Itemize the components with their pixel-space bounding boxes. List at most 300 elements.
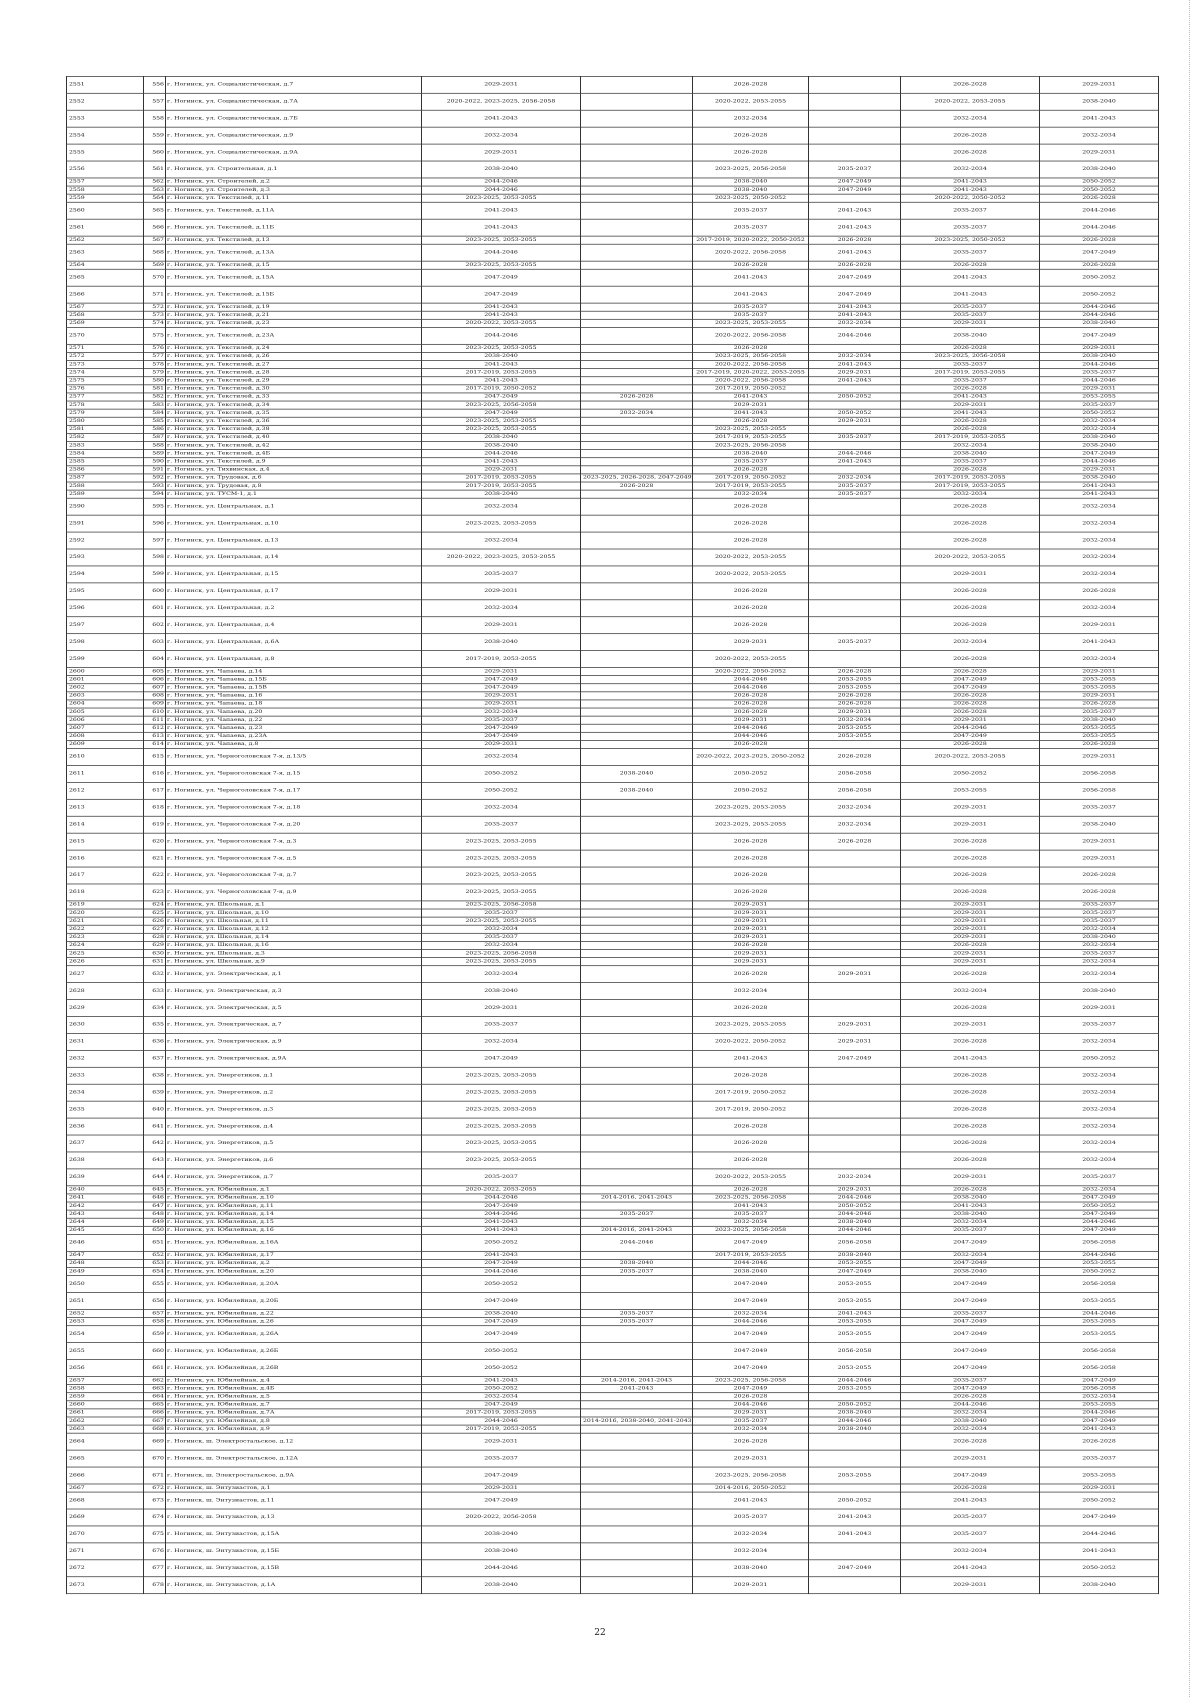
table-cell: г. Ногинск, ул. Энергетиков, д.6 xyxy=(166,1152,422,1169)
table-cell xyxy=(809,909,901,917)
table-cell: 2023-2025, 2053-2055 xyxy=(422,1152,581,1169)
table-cell: 2023-2025, 2056-2058 xyxy=(901,352,1040,360)
table-cell: 2038-2040 xyxy=(1040,983,1159,1000)
table-cell: 2044-2046 xyxy=(1040,458,1159,466)
table-cell: 2038-2040 xyxy=(901,1194,1040,1202)
table-cell: 2624 xyxy=(67,941,144,949)
table-cell: г. Ногинск, ул. Текстилей, д.35 xyxy=(166,409,422,417)
table-cell: 2032-2034 xyxy=(1040,651,1159,668)
table-cell: 2637 xyxy=(67,1135,144,1152)
table-cell xyxy=(809,1433,901,1450)
table-cell: 2026-2028 xyxy=(901,1393,1040,1401)
table-cell: 2029-2031 xyxy=(901,566,1040,583)
table-cell: 2038-2040 xyxy=(1040,93,1159,110)
table-cell: 558 xyxy=(144,110,166,127)
table-cell xyxy=(581,261,693,269)
table-cell: 2047-2049 xyxy=(1040,450,1159,458)
table-cell: 2050-2052 xyxy=(422,1276,581,1293)
table-cell: 641 xyxy=(144,1118,166,1135)
table-cell: 2032-2034 xyxy=(901,1425,1040,1433)
table-cell: 2047-2049 xyxy=(693,1276,809,1293)
table-cell: г. Ногинск, ул. Юбилейная, д.20Б xyxy=(166,1293,422,1310)
table-cell xyxy=(581,244,693,261)
table-cell: г. Ногинск, ул. Черноголовская 7-я, д.3 xyxy=(166,833,422,850)
table-row xyxy=(67,433,1159,441)
table-cell: 2032-2034 xyxy=(1040,1186,1159,1194)
table-cell: г. Ногинск, ул. Текстилей, д.38 xyxy=(166,425,422,433)
table-cell: 2044-2046 xyxy=(422,178,581,186)
table-cell: 2053-2055 xyxy=(1040,724,1159,732)
table-cell: 2038-2040 xyxy=(422,1543,581,1560)
table-cell: г. Ногинск, ш. Энтузиастов, д.15В xyxy=(166,1560,422,1577)
table-cell: 2050-2052 xyxy=(422,1343,581,1360)
table-cell: 2041-2043 xyxy=(693,1492,809,1509)
table-cell xyxy=(809,617,901,634)
table-cell: 2038-2040 xyxy=(901,1268,1040,1276)
table-cell: 2029-2031 xyxy=(693,933,809,941)
table-cell: 2670 xyxy=(67,1526,144,1543)
table-cell xyxy=(581,1425,693,1433)
table-cell xyxy=(809,110,901,127)
table-cell: 2038-2040 xyxy=(422,161,581,178)
table-cell: 2044-2046 xyxy=(1040,219,1159,236)
table-cell: 587 xyxy=(144,433,166,441)
table-cell: 2035-2037 xyxy=(901,1526,1040,1543)
table-cell: 662 xyxy=(144,1376,166,1384)
table-cell: 2017-2019, 2053-2055 xyxy=(901,482,1040,490)
table-cell: 2047-2049 xyxy=(1040,327,1159,344)
table-cell: 2041-2043 xyxy=(422,110,581,127)
table-cell: 2029-2031 xyxy=(1040,749,1159,766)
table-cell: 2032-2034 xyxy=(901,1543,1040,1560)
table-cell xyxy=(581,1218,693,1226)
table-cell: г. Ногинск, ул. Чапаева, д.14 xyxy=(166,668,422,676)
table-cell: г. Ногинск, ул. Юбилейная, д.1 xyxy=(166,1186,422,1194)
table-row xyxy=(67,1425,1159,1433)
table-cell: г. Ногинск, ул. Юбилейная, д.16 xyxy=(166,1226,422,1234)
table-row xyxy=(67,617,1159,634)
table-row xyxy=(67,442,1159,450)
table-row xyxy=(67,1251,1159,1259)
table-cell: 2047-2049 xyxy=(693,1385,809,1393)
table-cell: 2581 xyxy=(67,425,144,433)
table-cell: 2026-2028 xyxy=(901,344,1040,352)
table-cell: 2044-2046 xyxy=(809,1417,901,1425)
table-cell: 2599 xyxy=(67,651,144,668)
table-cell: 2032-2034 xyxy=(901,161,1040,178)
table-cell xyxy=(581,303,693,311)
table-row xyxy=(67,393,1159,401)
table-cell: 2029-2031 xyxy=(1040,344,1159,352)
table-row xyxy=(67,1409,1159,1417)
table-cell: 2588 xyxy=(67,482,144,490)
table-cell xyxy=(581,1276,693,1293)
table-cell: 2044-2046 xyxy=(809,1210,901,1218)
table-cell: 2575 xyxy=(67,377,144,385)
table-cell xyxy=(581,917,693,925)
table-cell: 2026-2028 xyxy=(901,417,1040,425)
table-row xyxy=(67,1450,1159,1467)
table-cell: 634 xyxy=(144,1000,166,1017)
table-cell: 599 xyxy=(144,566,166,583)
table-cell: 565 xyxy=(144,202,166,219)
table-cell: 2608 xyxy=(67,732,144,740)
table-cell: 2044-2046 xyxy=(422,186,581,194)
table-cell: 2038-2040 xyxy=(1040,442,1159,450)
table-cell: г. Ногинск, ш. Электростальское, д.12 xyxy=(166,1433,422,1450)
table-cell: 2026-2028 xyxy=(901,740,1040,748)
table-cell: 2047-2049 xyxy=(422,393,581,401)
table-cell: 2035-2037 xyxy=(809,482,901,490)
table-cell: 2029-2031 xyxy=(1040,692,1159,700)
table-cell: 2026-2028 xyxy=(581,393,693,401)
table-cell: 2570 xyxy=(67,327,144,344)
table-cell: г. Ногинск, ул. Черноголовская 7-я, д.15 xyxy=(166,765,422,782)
table-row xyxy=(67,76,1159,93)
table-cell: 2032-2034 xyxy=(1040,425,1159,433)
table-cell: 2023-2025, 2056-2058 xyxy=(422,950,581,958)
table-cell: 2029-2031 xyxy=(1040,850,1159,867)
table-cell: 2047-2049 xyxy=(901,1276,1040,1293)
table-row xyxy=(67,684,1159,692)
table-row xyxy=(67,194,1159,202)
table-cell: 606 xyxy=(144,676,166,684)
table-row xyxy=(67,583,1159,600)
table-cell: 2587 xyxy=(67,474,144,482)
table-cell: 2032-2034 xyxy=(1040,566,1159,583)
table-cell: 2041-2043 xyxy=(809,219,901,236)
table-cell: 2044-2046 xyxy=(693,1401,809,1409)
table-cell: 2627 xyxy=(67,966,144,983)
table-cell: 644 xyxy=(144,1169,166,1186)
table-cell: 2047-2049 xyxy=(693,1343,809,1360)
table-cell xyxy=(581,1509,693,1526)
table-row xyxy=(67,983,1159,1000)
table-cell: 2026-2028 xyxy=(693,144,809,161)
table-cell: г. Ногинск, ул. Черноголовская 7-я, д.5 xyxy=(166,850,422,867)
table-cell: 2023-2025, 2053-2055 xyxy=(422,1118,581,1135)
table-cell xyxy=(581,600,693,617)
table-cell xyxy=(581,749,693,766)
table-cell: 2026-2028 xyxy=(809,692,901,700)
table-cell: 2672 xyxy=(67,1560,144,1577)
table-cell: 2044-2046 xyxy=(1040,377,1159,385)
table-cell: 2633 xyxy=(67,1067,144,1084)
table-cell: 2044-2046 xyxy=(1040,1310,1159,1318)
table-cell: 2017-2019, 2053-2055 xyxy=(693,433,809,441)
table-cell: 2594 xyxy=(67,566,144,583)
table-row xyxy=(67,1033,1159,1050)
table-cell: 600 xyxy=(144,583,166,600)
table-cell: 2038-2040 xyxy=(422,442,581,450)
table-cell: 2050-2052 xyxy=(1040,1492,1159,1509)
table-cell: 2041-2043 xyxy=(809,311,901,319)
table-cell: г. Ногинск, ул. Юбилейная, д.14 xyxy=(166,1210,422,1218)
table-row xyxy=(67,401,1159,409)
table-cell: 2044-2046 xyxy=(1040,1526,1159,1543)
table-cell: 2029-2031 xyxy=(693,634,809,651)
table-cell: г. Ногинск, ул. Черноголовская 7-я, д.7 xyxy=(166,867,422,884)
table-cell: 2044-2046 xyxy=(901,724,1040,732)
table-cell xyxy=(581,901,693,909)
table-cell xyxy=(581,1101,693,1118)
table-cell: 653 xyxy=(144,1259,166,1267)
table-cell: 2041-2043 xyxy=(901,1050,1040,1067)
table-cell: 2616 xyxy=(67,850,144,867)
table-row xyxy=(67,600,1159,617)
table-cell: 2047-2049 xyxy=(422,1401,581,1409)
table-cell xyxy=(809,498,901,515)
table-cell: 2050-2052 xyxy=(693,765,809,782)
table-cell: 2047-2049 xyxy=(422,1492,581,1509)
table-cell: 2023-2025, 2056-2058 xyxy=(693,442,809,450)
table-cell: 585 xyxy=(144,417,166,425)
table-cell: 660 xyxy=(144,1343,166,1360)
table-cell: 2026-2028 xyxy=(901,1433,1040,1450)
table-cell xyxy=(809,1543,901,1560)
table-row xyxy=(67,178,1159,186)
table-cell: 2606 xyxy=(67,716,144,724)
table-cell: 2035-2037 xyxy=(693,458,809,466)
table-cell: 2026-2028 xyxy=(901,600,1040,617)
table-cell xyxy=(581,236,693,244)
table-cell: 2053-2055 xyxy=(1040,393,1159,401)
table-cell: 2623 xyxy=(67,933,144,941)
table-cell xyxy=(581,1492,693,1509)
table-cell: 2053-2055 xyxy=(809,1259,901,1267)
table-cell xyxy=(809,740,901,748)
table-row xyxy=(67,901,1159,909)
table-cell: 2032-2034 xyxy=(1040,1101,1159,1118)
table-row xyxy=(67,950,1159,958)
table-cell: 2047-2049 xyxy=(901,1234,1040,1251)
table-cell: 2026-2028 xyxy=(901,1152,1040,1169)
table-cell: 2026-2028 xyxy=(1040,583,1159,600)
table-cell: 2050-2052 xyxy=(422,782,581,799)
table-cell: 2638 xyxy=(67,1152,144,1169)
table-cell: 2047-2049 xyxy=(422,1259,581,1267)
table-cell: 2041-2043 xyxy=(901,393,1040,401)
table-cell: 2553 xyxy=(67,110,144,127)
table-cell: 668 xyxy=(144,1425,166,1433)
table-cell: 2572 xyxy=(67,352,144,360)
table-cell: 2041-2043 xyxy=(901,186,1040,194)
table-cell xyxy=(581,178,693,186)
table-cell: 2026-2028 xyxy=(693,1067,809,1084)
table-cell: 2041-2043 xyxy=(422,202,581,219)
table-cell: 2044-2046 xyxy=(1040,1218,1159,1226)
table-row xyxy=(67,668,1159,676)
table-cell: 2050-2052 xyxy=(693,782,809,799)
table-cell: 2029-2031 xyxy=(1040,385,1159,393)
table-cell: 2032-2034 xyxy=(422,708,581,716)
table-cell: 2551 xyxy=(67,76,144,93)
table-cell: 2583 xyxy=(67,442,144,450)
table-cell: 2047-2049 xyxy=(1040,1509,1159,1526)
table-cell: г. Ногинск, ул. Юбилейная, д.22 xyxy=(166,1310,422,1318)
table-cell xyxy=(581,1152,693,1169)
table-cell: 2032-2034 xyxy=(1040,1067,1159,1084)
table-cell: 2026-2028 xyxy=(901,532,1040,549)
table-cell: 2020-2022, 2056-2058 xyxy=(422,1509,581,1526)
table-cell: 2047-2049 xyxy=(809,1268,901,1276)
table-cell: г. Ногинск, ул. Школьная, д.14 xyxy=(166,933,422,941)
table-cell: 2044-2046 xyxy=(809,1376,901,1384)
table-cell: 2635 xyxy=(67,1101,144,1118)
table-cell: 2044-2046 xyxy=(809,327,901,344)
table-cell: 2026-2028 xyxy=(693,515,809,532)
table-cell xyxy=(809,583,901,600)
table-cell: 2620 xyxy=(67,909,144,917)
table-cell: 2026-2028 xyxy=(1040,194,1159,202)
table-cell: 2643 xyxy=(67,1210,144,1218)
table-cell xyxy=(581,532,693,549)
table-cell: 2560 xyxy=(67,202,144,219)
table-cell: 2032-2034 xyxy=(422,600,581,617)
table-cell: 2023-2025, 2056-2058 xyxy=(693,1376,809,1384)
table-cell: 2044-2046 xyxy=(422,1417,581,1425)
table-cell: 579 xyxy=(144,369,166,377)
table-cell: 2050-2052 xyxy=(1040,1202,1159,1210)
table-cell: 2056-2058 xyxy=(809,765,901,782)
table-cell xyxy=(809,600,901,617)
table-cell: 2041-2043 xyxy=(693,1202,809,1210)
table-cell: 2035-2037 xyxy=(693,1210,809,1218)
table-cell: 2035-2037 xyxy=(901,1509,1040,1526)
table-cell: г. Ногинск, ул. Текстилей, д.9 xyxy=(166,458,422,466)
table-cell xyxy=(581,549,693,566)
table-cell: 620 xyxy=(144,833,166,850)
table-cell xyxy=(581,816,693,833)
table-cell: 2651 xyxy=(67,1293,144,1310)
table-cell: 2041-2043 xyxy=(422,1376,581,1384)
table-cell: 557 xyxy=(144,93,166,110)
table-row xyxy=(67,144,1159,161)
table-cell xyxy=(809,425,901,433)
table-cell: 2663 xyxy=(67,1425,144,1433)
table-cell xyxy=(581,1016,693,1033)
table-cell: г. Ногинск, ул. Центральная, д.13 xyxy=(166,532,422,549)
table-cell: 571 xyxy=(144,286,166,303)
table-cell: 2032-2034 xyxy=(809,799,901,816)
table-cell: г. Ногинск, ул. Текстилей, д.26 xyxy=(166,352,422,360)
table-cell: 2029-2031 xyxy=(901,1577,1040,1594)
table-cell xyxy=(809,466,901,474)
table-cell: 2032-2034 xyxy=(1040,532,1159,549)
table-cell: 2032-2034 xyxy=(693,1425,809,1433)
table-cell: 2026-2028 xyxy=(693,941,809,949)
table-cell: 2047-2049 xyxy=(809,286,901,303)
table-cell: 2038-2040 xyxy=(581,782,693,799)
table-cell xyxy=(581,833,693,850)
table-row xyxy=(67,244,1159,261)
table-row xyxy=(67,319,1159,327)
table-cell: 2047-2049 xyxy=(422,269,581,286)
table-cell xyxy=(581,676,693,684)
table-cell: 2041-2043 xyxy=(693,286,809,303)
table-cell: 2613 xyxy=(67,799,144,816)
table-cell: 652 xyxy=(144,1251,166,1259)
table-cell: 2610 xyxy=(67,749,144,766)
table-cell: 2041-2043 xyxy=(901,269,1040,286)
table-cell xyxy=(809,850,901,867)
table-cell: г. Ногинск, ул. Электрическая, д.7 xyxy=(166,1016,422,1033)
table-cell: 2041-2043 xyxy=(809,244,901,261)
table-cell xyxy=(581,1186,693,1194)
table-cell: 2029-2031 xyxy=(1040,833,1159,850)
table-cell: 2050-2052 xyxy=(1040,409,1159,417)
table-cell: 2041-2043 xyxy=(809,458,901,466)
table-cell: 2026-2028 xyxy=(693,583,809,600)
table-cell: г. Ногинск, ул. Тихвинская, д.4 xyxy=(166,466,422,474)
table-cell: 574 xyxy=(144,319,166,327)
table-cell xyxy=(581,1118,693,1135)
table-cell xyxy=(809,93,901,110)
table-cell: г. Ногинск, ул. Центральная, д.17 xyxy=(166,583,422,600)
table-cell: 2047-2049 xyxy=(422,1326,581,1343)
table-cell: 2032-2034 xyxy=(1040,127,1159,144)
table-cell xyxy=(581,966,693,983)
table-cell xyxy=(809,917,901,925)
table-cell: 2047-2049 xyxy=(1040,1226,1159,1234)
table-cell xyxy=(581,941,693,949)
table-cell: 618 xyxy=(144,799,166,816)
table-cell: 2667 xyxy=(67,1484,144,1492)
table-cell: 2038-2040 xyxy=(422,983,581,1000)
table-cell: 596 xyxy=(144,515,166,532)
table-cell: 2601 xyxy=(67,676,144,684)
table-cell: 2029-2031 xyxy=(422,668,581,676)
table-cell: 2032-2034 xyxy=(1040,417,1159,425)
table-cell xyxy=(581,327,693,344)
table-row xyxy=(67,1234,1159,1251)
table-cell: 676 xyxy=(144,1543,166,1560)
table-cell: 2571 xyxy=(67,344,144,352)
table-cell: 2050-2052 xyxy=(809,393,901,401)
table-cell: 2047-2049 xyxy=(901,1385,1040,1393)
table-cell: 2614 xyxy=(67,816,144,833)
table-cell xyxy=(581,401,693,409)
table-cell: 2026-2028 xyxy=(901,668,1040,676)
table-cell: 2017-2019, 2050-2052 xyxy=(693,1084,809,1101)
table-cell xyxy=(581,458,693,466)
table-cell: 675 xyxy=(144,1526,166,1543)
table-cell: 2035-2037 xyxy=(1040,369,1159,377)
table-cell xyxy=(581,286,693,303)
table-row xyxy=(67,724,1159,732)
table-cell: 595 xyxy=(144,498,166,515)
table-cell: 2029-2031 xyxy=(422,76,581,93)
table-cell: г. Ногинск, ул. Текстилей, д.15Б xyxy=(166,286,422,303)
table-cell: 2041-2043 xyxy=(1040,490,1159,498)
table-cell: 2041-2043 xyxy=(901,409,1040,417)
table-cell: 2026-2028 xyxy=(693,708,809,716)
table-cell: 2050-2052 xyxy=(1040,186,1159,194)
table-cell xyxy=(581,716,693,724)
table-cell: 667 xyxy=(144,1417,166,1425)
table-cell: 2038-2040 xyxy=(809,1425,901,1433)
table-cell: г. Ногинск, ул. Чапаева, д.15В xyxy=(166,684,422,692)
table-cell: 2035-2037 xyxy=(1040,909,1159,917)
table-cell: 2032-2034 xyxy=(422,1033,581,1050)
table-cell: г. Ногинск, ул. Электрическая, д.9А xyxy=(166,1050,422,1067)
table-cell: 2014-2016, 2041-2043 xyxy=(581,1376,693,1384)
table-cell xyxy=(809,1084,901,1101)
table-cell: 2038-2040 xyxy=(809,1218,901,1226)
table-cell: 658 xyxy=(144,1318,166,1326)
table-cell: 2014-2016, 2038-2040, 2041-2043 xyxy=(581,1417,693,1425)
table-cell: 2038-2040 xyxy=(422,634,581,651)
